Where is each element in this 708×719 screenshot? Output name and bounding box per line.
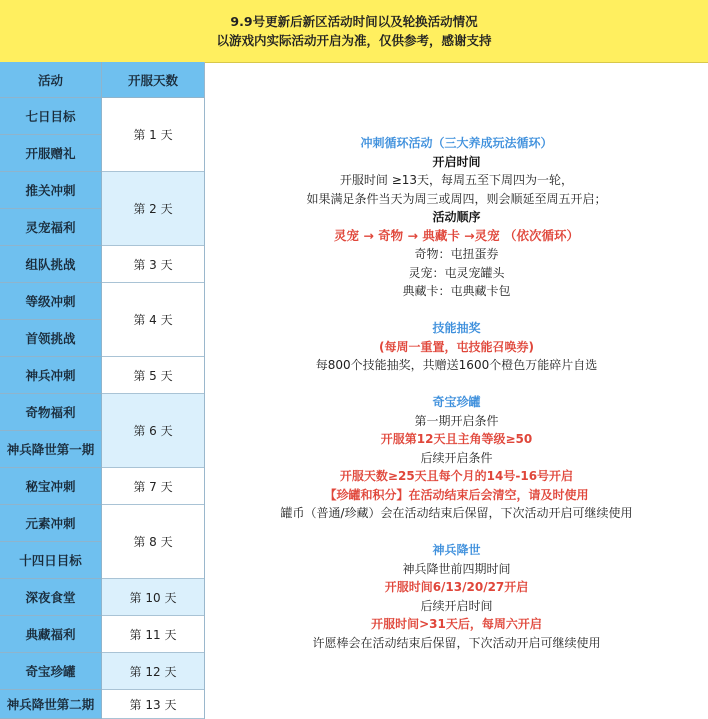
banner-line-1: 9.9号更新后新区活动时间以及轮换活动情况 — [230, 14, 478, 29]
activity-cell: 灵宠福利 — [0, 209, 102, 246]
skill-desc: 每800个技能抽奖，共赠送1600个橙色万能碎片自选 — [315, 358, 598, 372]
day-cell: 第 3 天 — [102, 246, 204, 283]
activity-cell: 神兵冲刺 — [0, 357, 102, 394]
activity-cell: 十四日目标 — [0, 542, 102, 579]
day-cell: 第 1 天 — [102, 98, 204, 172]
skill-title: 技能抽奖 — [432, 321, 481, 335]
jar-first-cond: 开服第12天且主角等级≥50 — [380, 432, 533, 446]
sprint-order: 灵宠 → 奇物 → 典藏卡 →灵宠 （依次循环） — [333, 227, 580, 243]
weapon-next-label: 后续开启时间 — [420, 598, 493, 613]
jar-next-label: 后续开启条件 — [420, 450, 493, 465]
activity-cell: 秘宝冲刺 — [0, 468, 102, 505]
activity-cell: 开服赠礼 — [0, 135, 102, 172]
header-open-days: 开服天数 — [102, 62, 204, 98]
activity-cell: 深夜食堂 — [0, 579, 102, 616]
activity-cell: 神兵降世第一期 — [0, 431, 102, 468]
day-cell: 第 13 天 — [102, 690, 204, 719]
day-cell: 第 7 天 — [102, 468, 204, 505]
activity-cell: 首领挑战 — [0, 320, 102, 357]
activity-cell: 推关冲刺 — [0, 172, 102, 209]
day-cell: 第 10 天 — [102, 579, 204, 616]
day-cell: 第 2 天 — [102, 172, 204, 246]
activity-info-panel — [205, 134, 708, 652]
activity-cell: 神兵降世第二期 — [0, 690, 102, 719]
schedule-table — [0, 62, 205, 719]
day-cell: 第 6 天 — [102, 394, 204, 468]
sprint-open-line-2: 如果满足条件当天为周三或周四，则会顺延至周五开启； — [306, 191, 607, 206]
jar-title: 奇宝珍罐 — [432, 395, 481, 409]
skill-reset: (每周一重置，屯技能召唤券) — [379, 339, 534, 354]
weapon-first-label: 神兵降世前四期时间 — [402, 561, 511, 576]
sprint-open-label: 开启时间 — [432, 154, 481, 169]
day-cell: 第 5 天 — [102, 357, 204, 394]
header-activity: 活动 — [0, 62, 102, 98]
sprint-tip-pet: 灵宠：屯灵宠罐头 — [408, 265, 505, 280]
day-cell: 第 8 天 — [102, 505, 204, 579]
weapon-first-cond: 开服时间6/13/20/27开启 — [384, 580, 529, 594]
activity-cell: 奇物福利 — [0, 394, 102, 431]
jar-next-cond: 开服天数≥25天且每个月的14号-16号开启 — [339, 469, 574, 483]
day-cell: 第 11 天 — [102, 616, 204, 653]
weapon-title: 神兵降世 — [432, 543, 481, 557]
weapon-keep-note: 许愿棒会在活动结束后保留，下次活动开启可继续使用 — [312, 635, 601, 650]
activity-cell: 奇宝珍罐 — [0, 653, 102, 690]
sprint-order-label: 活动顺序 — [432, 210, 481, 224]
jar-keep-note: 罐币（普通/珍藏）会在活动结束后保留，下次活动开启可继续使用 — [280, 506, 633, 520]
sprint-tip-card: 典藏卡：屯典藏卡包 — [402, 284, 511, 298]
jar-clear-warning: 【珍罐和积分】在活动结束后会清空，请及时使用 — [324, 487, 589, 502]
activity-cell: 等级冲刺 — [0, 283, 102, 320]
activity-cell: 组队挑战 — [0, 246, 102, 283]
sprint-open-line-1: 开服时间 ≥13天，每周五至下周四为一轮， — [339, 173, 574, 187]
activity-cell: 元素冲刺 — [0, 505, 102, 542]
sprint-tip-curio: 奇物：屯扭蛋券 — [414, 247, 499, 261]
banner-line-2: 以游戏内实际活动开启为准，仅供参考，感谢支持 — [216, 33, 492, 48]
jar-first-label: 第一期开启条件 — [414, 413, 499, 428]
day-cell: 第 4 天 — [102, 283, 204, 357]
sprint-title: 冲刺循环活动（三大养成玩法循环） — [360, 136, 553, 150]
weapon-next-cond: 开服时间>31天后，每周六开启 — [371, 617, 542, 631]
day-cell: 第 12 天 — [102, 653, 204, 690]
activity-cell: 七日目标 — [0, 98, 102, 135]
activity-cell: 典藏福利 — [0, 616, 102, 653]
top-banner — [0, 0, 708, 63]
